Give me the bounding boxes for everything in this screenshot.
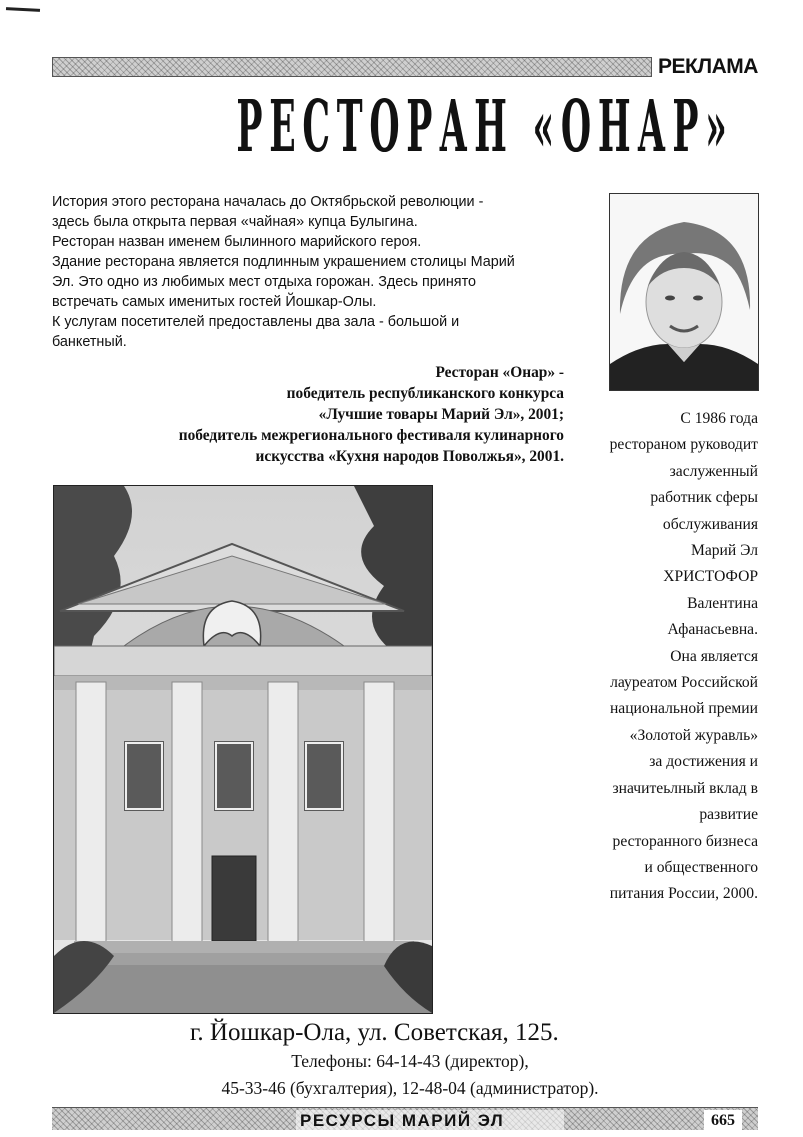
scan-corner-mark bbox=[6, 7, 40, 12]
bio-line: работник сферы bbox=[650, 489, 758, 507]
phones-line: 45-33-46 (бухгалтерия), 12-48-04 (администратор). bbox=[221, 1078, 599, 1098]
bio-line: национальной премии bbox=[609, 700, 758, 718]
intro-line: встречать самых именитых гостей Йошкар-Олы. bbox=[52, 294, 377, 310]
bio-line: значитеьлный вклад в bbox=[612, 779, 758, 797]
intro-line: Ресторан назван именем былинного марийского героя. bbox=[52, 234, 422, 250]
bio-line: Афанасьевна. bbox=[667, 621, 758, 639]
bio-line: лауреатом Российской bbox=[610, 674, 758, 692]
bio-line: Марий Эл bbox=[690, 542, 758, 560]
phone-numbers bbox=[150, 1048, 670, 1102]
restaurant-building-photo bbox=[53, 485, 433, 1014]
intro-line: История этого ресторана началась до Октябрьской революции - bbox=[52, 194, 484, 210]
bio-line: С 1986 года bbox=[680, 410, 758, 427]
restaurant-address: г. Йошкар-Ола, ул. Советская, 125. bbox=[190, 1019, 559, 1046]
bio-line: и общественного bbox=[644, 858, 758, 876]
phones-line: Телефоны: 64-14-43 (директор), bbox=[291, 1051, 529, 1071]
bio-line: за достижения и bbox=[649, 753, 758, 771]
award-block bbox=[52, 362, 564, 467]
footer-title: РЕСУРСЫ МАРИЙ ЭЛ bbox=[296, 1110, 564, 1132]
intro-text bbox=[52, 192, 592, 352]
bio-line: Валентина bbox=[687, 594, 758, 612]
director-portrait bbox=[609, 193, 759, 391]
bio-line: питания России, 2000. bbox=[609, 885, 758, 903]
bio-line: обслуживания bbox=[662, 515, 758, 533]
bio-line: заслуженный bbox=[669, 462, 758, 480]
bio-line: Она является bbox=[670, 647, 758, 665]
intro-line: Здание ресторана является подлинным украшением столицы Марий bbox=[52, 254, 515, 270]
page-title: РЕСТОРАН «ОНАР» bbox=[236, 84, 734, 169]
bio-line: «Золотой журавль» bbox=[629, 726, 758, 744]
bio-line: ХРИСТОФОР bbox=[663, 568, 758, 586]
award-line: искусства «Кухня народов Поволжья», 2001. bbox=[255, 448, 564, 465]
award-line: победитель республиканского конкурса bbox=[286, 385, 564, 402]
section-label: РЕКЛАМА bbox=[658, 55, 758, 78]
intro-line: К услугам посетителей предоставлены два зала - большой и bbox=[52, 314, 460, 330]
header-hatched-band bbox=[52, 57, 652, 77]
award-line: «Лучшие товары Марий Эл», 2001; bbox=[318, 406, 564, 423]
portrait-illustration bbox=[610, 194, 758, 390]
bio-line: рестораном руководит bbox=[609, 436, 758, 454]
bio-line: ресторанного бизнеса bbox=[612, 832, 758, 850]
building-illustration bbox=[54, 486, 432, 1013]
bio-line: развитие bbox=[699, 806, 758, 824]
intro-line: Эл. Это одно из любимых мест отдыха горожан. Здесь принято bbox=[52, 274, 477, 290]
award-line: победитель межрегионального фестиваля кулинарного bbox=[178, 427, 564, 444]
award-line: Ресторан «Онар» - bbox=[435, 364, 564, 381]
page-number: 665 bbox=[704, 1110, 742, 1132]
intro-line: банкетный. bbox=[52, 334, 127, 350]
intro-line: здесь была открыта первая «чайная» купца Булыгина. bbox=[52, 214, 418, 230]
director-bio bbox=[582, 406, 758, 908]
